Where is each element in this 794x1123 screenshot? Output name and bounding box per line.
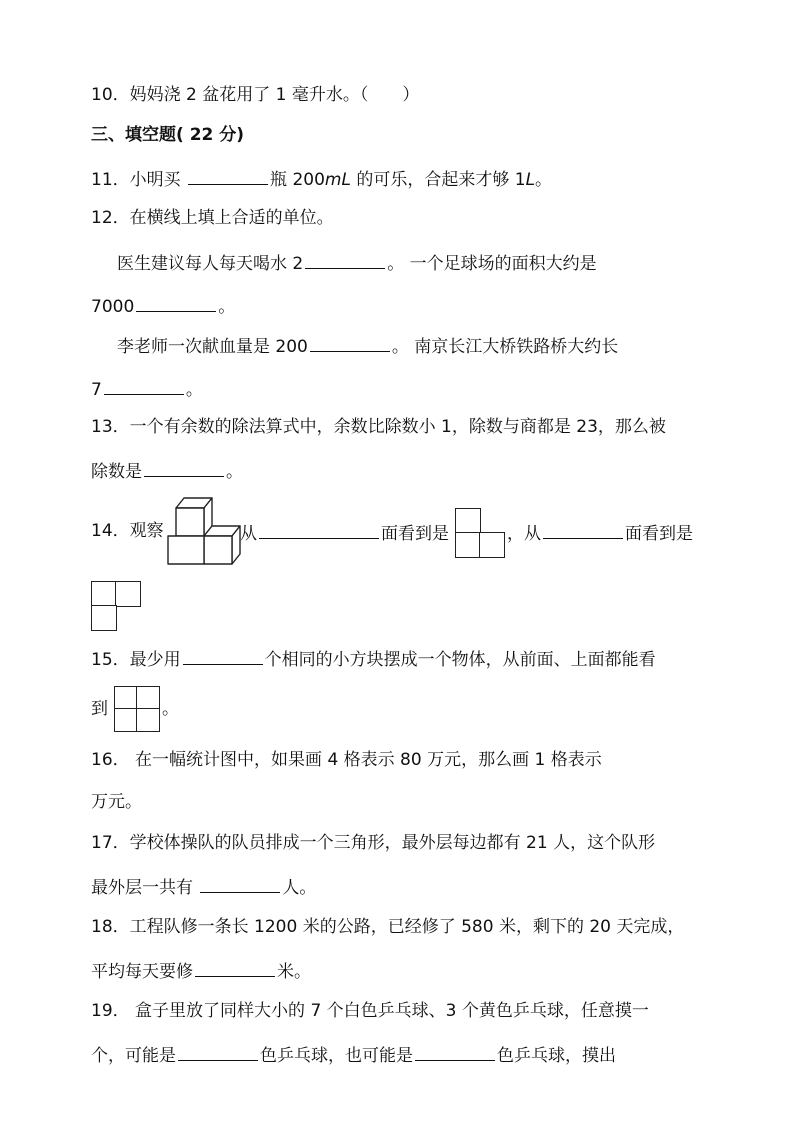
q12-c-pre: 李老师一次献血量是 200 [117, 337, 308, 357]
q15-post: 个相同的小方块摆成一个物体，从前面、上面都能看 [264, 650, 656, 670]
q11-mid: 瓶 200 [270, 170, 325, 190]
q13-blank[interactable] [144, 458, 224, 477]
q12-a-pre: 医生建议每人每天喝水 2 [117, 254, 304, 274]
q13-pre: 除数是 [91, 462, 142, 482]
q15-blank[interactable] [183, 646, 263, 665]
q13-post: 。 [226, 462, 243, 482]
question-19-line-1: 19． 盒子里放了同样大小的 7 个白色乒乓球、3 个黄色乒乓球，任意摸一 [91, 1001, 649, 1021]
question-14-rest [240, 520, 449, 545]
q17-pre: 最外层一共有 [91, 878, 199, 898]
q14-blank-2[interactable] [543, 520, 623, 539]
question-18-line-1: 18．工程队修一条长 1200 米的公路，已经修了 580 米，剩下的 20 天完成， [91, 917, 685, 937]
question-14-prefix: 14．观察 [91, 521, 164, 541]
q12-c-post: 。 南京长江大桥铁路桥大约长 [391, 337, 619, 357]
question-18-line-2 [91, 958, 311, 983]
q11-unit-l: L [525, 170, 536, 190]
q15-pre: 15．最少用 [91, 650, 181, 670]
question-17-line-2 [91, 874, 316, 899]
q14-from-1: 从 [240, 524, 257, 544]
q12-b-pre: 7000 [91, 297, 135, 317]
q11-end: 。 [535, 170, 553, 190]
question-13-line-2 [91, 458, 243, 483]
q12-blank-field[interactable] [136, 293, 216, 312]
q14-comma-from: ，从 [507, 524, 541, 544]
view-shape-3 [114, 686, 160, 732]
cube-stack-figure [162, 494, 244, 570]
question-12-stem: 12．在横线上填上合适的单位。 [91, 208, 334, 228]
q18-pre: 平均每天要修 [91, 962, 193, 982]
q11-blank[interactable] [188, 166, 268, 185]
view-shape-1 [455, 508, 505, 558]
q12-a-post: 。 一个足球场的面积大约是 [387, 254, 597, 274]
question-12-line-b [91, 293, 235, 318]
question-15-line-2-pre: 到 [91, 699, 108, 719]
question-15-line-1 [91, 646, 656, 671]
question-12-line-c [117, 333, 618, 358]
question-16-line-1: 16． 在一幅统计图中，如果画 4 格表示 80 万元，那么画 1 格表示 [91, 750, 602, 770]
q12-d-pre: 7 [91, 380, 102, 400]
question-11 [91, 166, 552, 191]
q14-see-1: 面看到是 [381, 524, 449, 544]
q14-blank-1[interactable] [259, 520, 379, 539]
q19-blank-1[interactable] [178, 1042, 258, 1061]
q11-mid2: 的可乐，合起来才够 1 [350, 170, 526, 190]
q14-see-2: 面看到是 [625, 524, 693, 544]
question-12-line-d [91, 376, 203, 401]
question-10: 10．妈妈浇 2 盆花用了 1 毫升水。（ ） [91, 85, 420, 105]
q19-pre: 个，可能是 [91, 1046, 176, 1066]
q12-b-post: 。 [218, 297, 236, 317]
question-19-line-2 [91, 1042, 616, 1067]
question-14-rest-2 [507, 520, 693, 545]
section-title: 三、填空题( 22 分) [91, 125, 245, 145]
question-13-line-1: 13．一个有余数的除法算式中，余数比除数小 1，除数与商都是 23，那么被 [91, 417, 666, 437]
q12-blank-bridge[interactable] [104, 376, 184, 395]
question-17-line-1: 17．学校体操队的队员排成一个三角形，最外层每边都有 21 人，这个队形 [91, 833, 656, 853]
question-12-line-a [117, 250, 597, 275]
question-16-line-2: 万元。 [91, 792, 142, 812]
q12-d-post: 。 [185, 380, 203, 400]
q17-blank[interactable] [200, 874, 280, 893]
q11-prefix: 11．小明买 [91, 170, 187, 190]
q17-post: 人。 [282, 878, 317, 898]
q18-blank[interactable] [195, 958, 275, 977]
q12-blank-blood[interactable] [310, 333, 390, 352]
q18-post: 米。 [277, 962, 311, 982]
q19-blank-2[interactable] [415, 1042, 495, 1061]
q11-unit-ml: mL [324, 170, 351, 190]
q12-blank-water[interactable] [305, 250, 385, 269]
q19-mid: 色乒乓球，也可能是 [260, 1046, 413, 1066]
view-shape-2 [91, 581, 141, 631]
question-15-line-2-post: 。 [162, 699, 179, 719]
q19-post: 色乒乓球，摸出 [497, 1046, 616, 1066]
